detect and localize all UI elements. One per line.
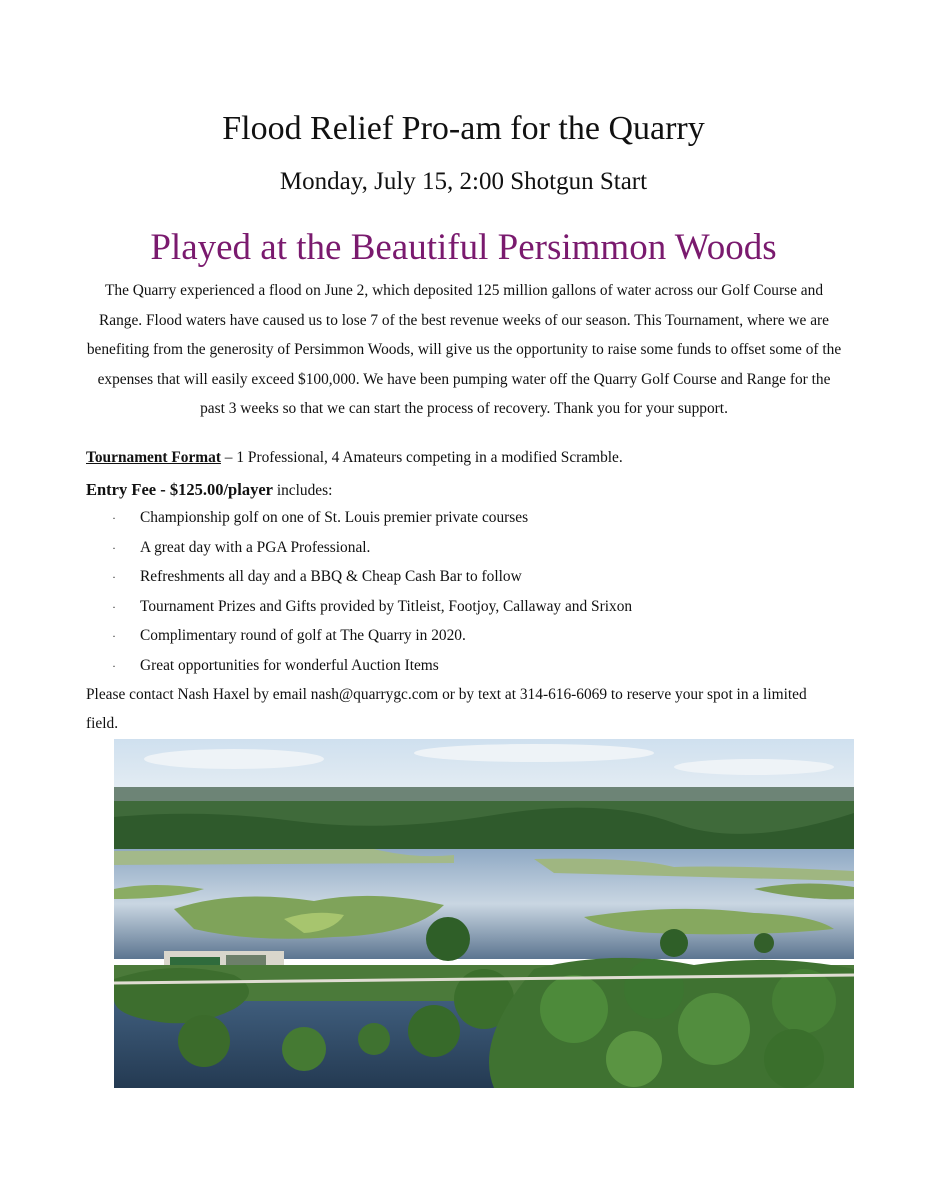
list-item xyxy=(112,504,832,534)
bullet-icon: · xyxy=(112,599,116,614)
list-item-text: Complimentary round of golf at The Quarry in 2020. xyxy=(140,627,466,645)
flyer-title: Flood Relief Pro-am for the Quarry xyxy=(222,110,705,147)
intro-paragraph: The Quarry experienced a flood on June 2, which deposited 125 million gallons of water across our Golf Course and Range. Flood waters have caused us to lose 7 of the best revenue weeks of our season. This Tournament, where we are benefiting from the generosity of Persimmon Woods, will give us the opportunity to raise some funds to offset some of the expenses that will easily exceed $100,000. We have been pumping water off the Quarry Golf Course and Range for the past 3 weeks so that we can start the process of recovery. Thank you for your support. xyxy=(86,282,842,417)
list-item-text: Tournament Prizes and Gifts provided by Titleist, Footjoy, Callaway and Srixon xyxy=(140,597,633,615)
benefits-list xyxy=(112,504,832,682)
bullet-icon: · xyxy=(112,511,116,525)
list-item-text: Refreshments all day and a BBQ & Cheap Cash Bar to follow xyxy=(140,568,522,586)
venue-headline: Played at the Beautiful Persimmon Woods xyxy=(150,227,777,268)
list-item-text: A great day with a PGA Professional. xyxy=(140,538,371,556)
list-item-text: Championship golf on one of St. Louis premier private courses xyxy=(140,509,529,526)
contact-paragraph: Please contact Nash Haxel by email nash@quarrygc.com or by text at 314-616-6069 to reserve your spot in a limited field. xyxy=(86,686,807,732)
bullet-icon: · xyxy=(112,629,116,644)
list-item xyxy=(112,534,832,564)
aerial-flooded-golf-course-photo xyxy=(114,739,854,1088)
list-item xyxy=(112,593,832,623)
bullet-icon: · xyxy=(112,658,116,673)
tournament-format-label: Tournament Format xyxy=(86,449,221,466)
entry-fee-label: Entry Fee - $125.00/player xyxy=(86,480,273,499)
list-item xyxy=(112,622,832,652)
entry-fee xyxy=(86,478,846,503)
event-date-time: Monday, July 15, 2:00 Shotgun Start xyxy=(279,168,648,195)
list-item xyxy=(112,563,832,593)
entry-fee-text: includes: xyxy=(272,482,333,499)
list-item-text: Great opportunities for wonderful Auction Items xyxy=(140,656,439,674)
bullet-icon: · xyxy=(112,570,116,585)
tournament-format-text: – 1 Professional, 4 Amateurs competing in a modified Scramble. xyxy=(220,449,623,466)
tournament-format xyxy=(86,446,846,470)
bullet-icon: · xyxy=(112,540,116,555)
list-item xyxy=(112,652,832,682)
